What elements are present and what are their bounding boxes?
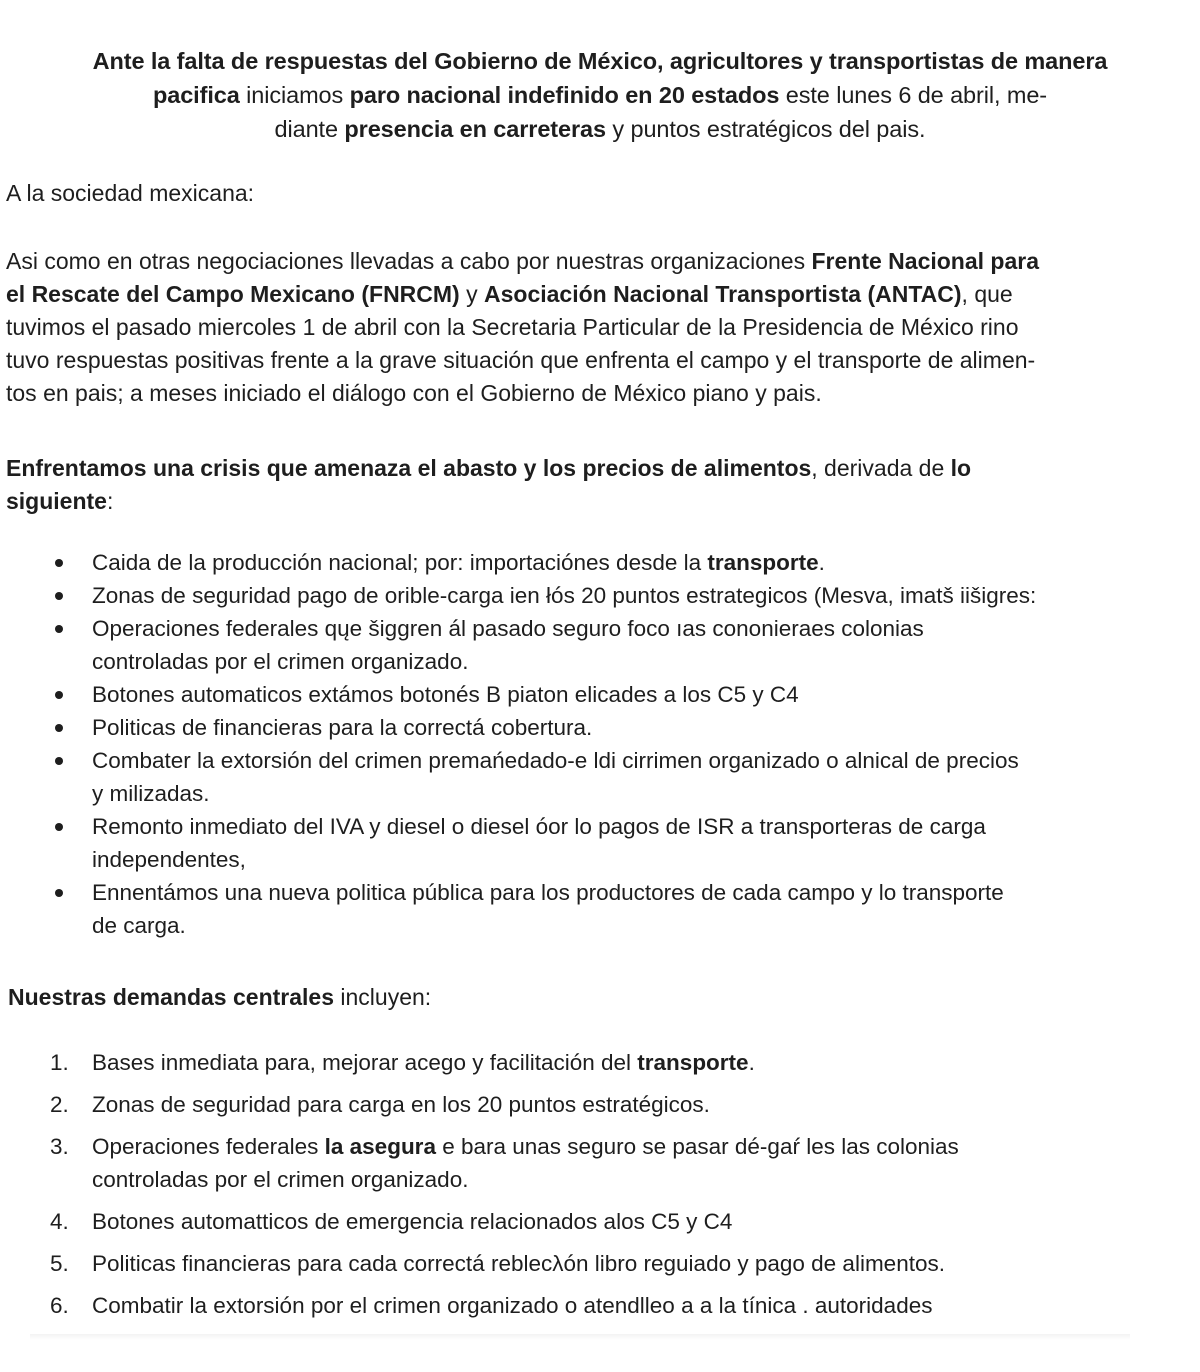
demand-line bbox=[92, 1088, 1200, 1121]
demand-line bbox=[92, 1247, 1200, 1280]
bullet-dot-icon bbox=[55, 559, 63, 567]
text-run: este lunes 6 de abril, me- bbox=[779, 82, 1048, 108]
text-run: tos en pais; a meses iniciado el diálogo con el Gobierno de México piano y pais. bbox=[6, 380, 822, 406]
bold-text: Enfrentamos una crisis que amenaza el abasto y los precios de alimentos bbox=[6, 455, 812, 481]
demand-number: 5. bbox=[50, 1251, 69, 1276]
text-run: e bara unas seguro se pasar dé-gaŕ les las colonias bbox=[435, 1134, 959, 1159]
crisis-heading-line bbox=[6, 485, 971, 518]
text-run: controladas por el crimen organizado. bbox=[92, 1167, 469, 1192]
demand-line bbox=[92, 1289, 1200, 1322]
bold-text: Nuestras demandas centrales bbox=[8, 984, 334, 1010]
demand-number: 1. bbox=[50, 1050, 69, 1075]
demand-item bbox=[0, 1088, 1200, 1121]
bullet-dot-icon bbox=[55, 823, 63, 831]
bullet-dot-icon bbox=[55, 724, 63, 732]
demands-list bbox=[0, 1046, 1200, 1331]
text-run: Politicas financieras para cada correctá reblecλón libro reguiado y pago de alimentos. bbox=[92, 1251, 945, 1276]
bullet-line bbox=[92, 744, 1200, 777]
bold-text: pacifica bbox=[152, 82, 240, 108]
bold-text: presencia en carreteras bbox=[344, 116, 606, 142]
demand-number: 4. bbox=[50, 1209, 69, 1234]
demand-item bbox=[0, 1205, 1200, 1238]
bullet-line bbox=[92, 711, 1200, 744]
bold-text: siguiente bbox=[6, 488, 107, 514]
crisis-heading-line bbox=[6, 452, 971, 485]
bold-text: la asegura bbox=[324, 1134, 436, 1159]
bullet-dot-icon bbox=[55, 691, 63, 699]
text-run: tuvo respuestas positivas frente a la grave situación que enfrenta el campo y el transporte de alimen- bbox=[6, 347, 1036, 373]
bold-text: transporte bbox=[637, 1050, 749, 1075]
headline bbox=[0, 44, 1200, 146]
bullet-line bbox=[92, 579, 1200, 612]
text-run: Combatir la extorsión por el crimen organizado o atendlleo a a la tínica . autoridades bbox=[92, 1293, 933, 1318]
text-run: : bbox=[106, 488, 114, 514]
scan-edge bbox=[30, 1334, 1130, 1340]
bullet-item bbox=[0, 876, 1200, 942]
text-run: Botones automaticos extámos botonés B piaton elicades a los C5 y C4 bbox=[92, 682, 799, 707]
text-run: , que bbox=[961, 281, 1013, 307]
paragraph-line bbox=[6, 278, 1196, 311]
bullet-line bbox=[92, 810, 1200, 843]
text-run: y puntos estratégicos del pais. bbox=[605, 116, 926, 142]
intro-paragraph bbox=[6, 245, 1196, 410]
demand-line bbox=[92, 1046, 1200, 1079]
bullet-item bbox=[0, 546, 1200, 579]
text-run: incluyen: bbox=[334, 984, 432, 1010]
text-run: . bbox=[748, 1050, 755, 1075]
paragraph-line bbox=[6, 311, 1196, 344]
text-run: independentes, bbox=[92, 847, 246, 872]
text-run: Zonas de seguridad pago de orible-carga ien łós 20 puntos estrategicos (Mesva, imatš iišigres: bbox=[92, 583, 1037, 608]
text-run: tuvimos el pasado miercoles 1 de abril con la Secretaria Particular de la Presidencia de México rino bbox=[6, 314, 1019, 340]
text-run: , derivada de bbox=[811, 455, 951, 481]
text-run: Asi como en otras negociaciones llevadas a cabo por nuestras organizaciones bbox=[6, 248, 812, 274]
crisis-heading bbox=[6, 452, 971, 518]
text-run: Politicas de financieras para la correctá cobertura. bbox=[92, 715, 593, 740]
text-run: Combater la extorsión del crimen premańedado-e ldi cirrimen organizado o alnical de precios bbox=[92, 748, 1019, 773]
text-run: y milizadas. bbox=[92, 781, 210, 806]
text-run: Zonas de seguridad para carga en los 20 puntos estratégicos. bbox=[92, 1092, 710, 1117]
text-run: Botones automatticos de emergencia relacionados alos C5 y C4 bbox=[92, 1209, 733, 1234]
headline-line bbox=[0, 78, 1200, 112]
bold-text: Frente Nacional para bbox=[811, 248, 1040, 274]
paragraph-line bbox=[6, 377, 1196, 410]
demand-number: 2. bbox=[50, 1092, 69, 1117]
bold-text: Ante la falta de respuestas del Gobierno de México, agricultores y transportistas de manera bbox=[92, 48, 1108, 74]
text-run: Caida de la producción nacional; por: importaciónes desde la bbox=[92, 550, 708, 575]
text-run: de carga. bbox=[92, 913, 186, 938]
bullet-dot-icon bbox=[55, 625, 63, 633]
demand-line bbox=[92, 1205, 1200, 1238]
demand-number: 6. bbox=[50, 1293, 69, 1318]
bullet-line bbox=[92, 546, 1200, 579]
bullet-item bbox=[0, 810, 1200, 876]
bullet-item bbox=[0, 579, 1200, 612]
demand-item bbox=[0, 1247, 1200, 1280]
text-run: . bbox=[818, 550, 825, 575]
demand-number: 3. bbox=[50, 1134, 69, 1159]
paragraph-line bbox=[6, 245, 1196, 278]
bullet-item bbox=[0, 744, 1200, 810]
text-run: diante bbox=[274, 116, 345, 142]
bullet-line bbox=[92, 645, 1200, 678]
bullet-line bbox=[92, 876, 1200, 909]
bullet-line bbox=[92, 777, 1200, 810]
bullet-item bbox=[0, 678, 1200, 711]
bold-text: el Rescate del Campo Mexicano (FNRCM) bbox=[6, 281, 460, 307]
bold-text: Asociación Nacional Transportista (ANTAC) bbox=[484, 281, 962, 307]
bullet-dot-icon bbox=[55, 889, 63, 897]
text-run: y bbox=[459, 281, 484, 307]
demand-line bbox=[92, 1163, 1200, 1196]
bullet-line bbox=[92, 612, 1200, 645]
headline-line bbox=[0, 44, 1200, 78]
bullet-item bbox=[0, 612, 1200, 678]
bullet-dot-icon bbox=[55, 757, 63, 765]
bold-text: lo bbox=[950, 455, 972, 481]
demand-item bbox=[0, 1289, 1200, 1322]
bullet-line bbox=[92, 843, 1200, 876]
text-run: Ennentámos una nueva politica pública para los productores de cada campo y lo transporte bbox=[92, 880, 1004, 905]
text-run: controladas por el crimen organizado. bbox=[92, 649, 469, 674]
demand-item bbox=[0, 1046, 1200, 1079]
text-run: Operaciones federales qųe šiggren ál pasado seguro foco ıas cononieraes colonias bbox=[92, 616, 924, 641]
causes-list bbox=[0, 546, 1200, 942]
demands-heading bbox=[8, 980, 431, 1014]
text-run: iniciamos bbox=[239, 82, 350, 108]
bold-text: paro nacional indefinido en 20 estados bbox=[349, 82, 780, 108]
bold-text: transporte bbox=[707, 550, 819, 575]
bullet-dot-icon bbox=[55, 592, 63, 600]
text-run: Bases inmediata para, mejorar acego y facilitación del bbox=[92, 1050, 638, 1075]
paragraph-line bbox=[6, 344, 1196, 377]
headline-line bbox=[0, 112, 1200, 146]
demand-item bbox=[0, 1130, 1200, 1196]
salutation: A la sociedad mexicana: bbox=[6, 180, 255, 206]
bullet-line bbox=[92, 909, 1200, 942]
bullet-item bbox=[0, 711, 1200, 744]
text-run: Remonto inmediato del IVA y diesel o diesel óor lo pagos de ISR a transporteras de carga bbox=[92, 814, 986, 839]
demand-line bbox=[92, 1130, 1200, 1163]
bullet-line bbox=[92, 678, 1200, 711]
text-run: Operaciones federales bbox=[92, 1134, 325, 1159]
